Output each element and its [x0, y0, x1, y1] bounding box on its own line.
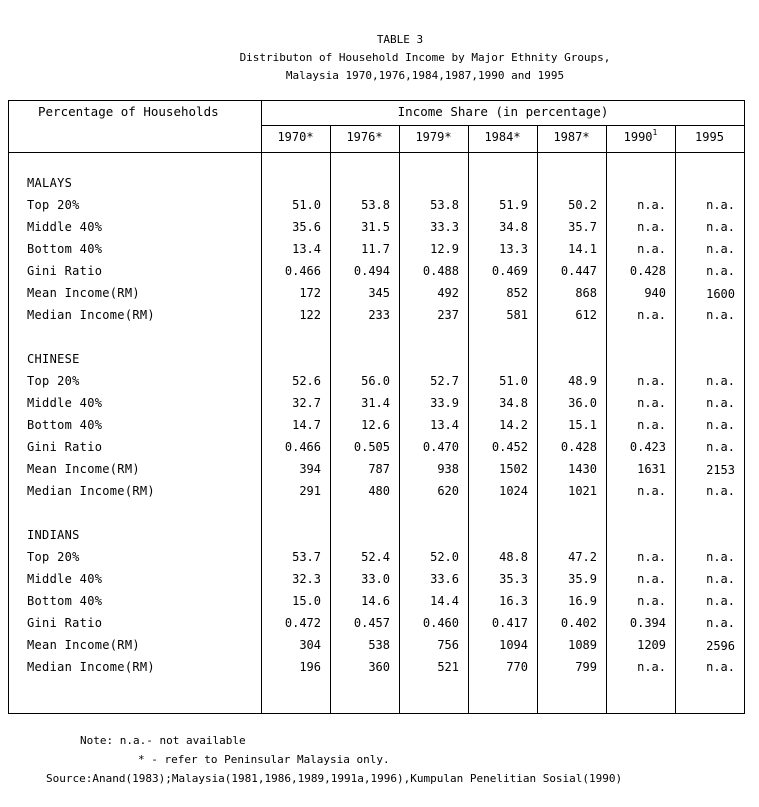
table-cell: 360 — [368, 660, 390, 674]
table-cell: 15.1 — [568, 418, 597, 432]
table-cell: 0.466 — [284, 440, 321, 454]
table-cell: 940 — [644, 286, 666, 300]
row-label: Top 20% — [27, 198, 80, 212]
table-cell: 868 — [575, 286, 597, 300]
table-cell: 1600 — [706, 287, 735, 301]
table-cell: n.a. — [706, 616, 735, 630]
table-cell: n.a. — [706, 198, 735, 212]
table-cell: 1502 — [499, 462, 528, 476]
group-name: CHINESE — [27, 352, 80, 366]
table-cell: 33.9 — [430, 396, 459, 410]
table-cell: 31.5 — [361, 220, 390, 234]
table-cell: 0.402 — [560, 616, 597, 630]
table-cell: 56.0 — [361, 374, 390, 388]
group-header: Income Share (in percentage) — [397, 104, 609, 119]
table-cell: n.a. — [637, 550, 666, 564]
year-label: 1984* — [484, 130, 521, 144]
year-label: 1970* — [277, 130, 314, 144]
table-cell: 31.4 — [361, 396, 390, 410]
table-cell: 13.4 — [430, 418, 459, 432]
table-cell: 35.3 — [499, 572, 528, 586]
table-cell: 0.457 — [353, 616, 390, 630]
row-label: Mean Income(RM) — [27, 462, 140, 476]
header-divider-years — [261, 125, 745, 126]
row-label: Middle 40% — [27, 572, 103, 586]
table-cell: n.a. — [637, 242, 666, 256]
table-cell: 122 — [299, 308, 321, 322]
table-cell: 51.0 — [292, 198, 321, 212]
year-header — [261, 130, 330, 144]
group-name: MALAYS — [27, 176, 73, 190]
year-label: 1976* — [346, 130, 383, 144]
year-header — [537, 130, 606, 144]
table-cell: 538 — [368, 638, 390, 652]
year-header — [468, 130, 537, 144]
table-subtitle: Malaysia 1970,1976,1984,1987,1990 and 1995 — [285, 69, 565, 82]
table-cell: 35.7 — [568, 220, 597, 234]
table-cell: 51.9 — [499, 198, 528, 212]
table-cell: n.a. — [706, 484, 735, 498]
table-cell: n.a. — [706, 374, 735, 388]
table-cell: 2596 — [706, 639, 735, 653]
table-cell: n.a. — [637, 594, 666, 608]
table-cell: 34.8 — [499, 396, 528, 410]
note-na: Note: n.a.- not available — [80, 734, 246, 747]
table-cell: 581 — [506, 308, 528, 322]
table-cell: n.a. — [706, 396, 735, 410]
table-border-bottom — [8, 713, 745, 714]
table-cell: n.a. — [706, 440, 735, 454]
table-cell: 233 — [368, 308, 390, 322]
table-cell: 172 — [299, 286, 321, 300]
table-number: TABLE 3 — [376, 33, 424, 46]
table-cell: 799 — [575, 660, 597, 674]
table-cell: 52.7 — [430, 374, 459, 388]
table-cell: 0.472 — [284, 616, 321, 630]
table-cell: n.a. — [637, 308, 666, 322]
group-name: INDIANS — [27, 528, 80, 542]
table-cell: 304 — [299, 638, 321, 652]
table-cell: 47.2 — [568, 550, 597, 564]
table-cell: 787 — [368, 462, 390, 476]
table-cell: 620 — [437, 484, 459, 498]
table-cell: 480 — [368, 484, 390, 498]
table-cell: n.a. — [706, 308, 735, 322]
table-cell: 14.1 — [568, 242, 597, 256]
table-cell: 11.7 — [361, 242, 390, 256]
table-cell: 492 — [437, 286, 459, 300]
year-header — [606, 130, 675, 144]
table-cell: 14.2 — [499, 418, 528, 432]
note-source: Source:Anand(1983);Malaysia(1981,1986,1989,1991a,1996),Kumpulan Penelitian Sosial(1990) — [46, 772, 623, 785]
table-border-right — [744, 100, 745, 714]
table-cell: n.a. — [637, 572, 666, 586]
table-cell: 33.3 — [430, 220, 459, 234]
table-cell: n.a. — [637, 374, 666, 388]
row-label: Top 20% — [27, 550, 80, 564]
table-cell: 0.394 — [629, 616, 666, 630]
table-cell: 1089 — [568, 638, 597, 652]
table-cell: 52.4 — [361, 550, 390, 564]
table-cell: 15.0 — [292, 594, 321, 608]
table-border-top — [8, 100, 745, 101]
table-cell: 16.9 — [568, 594, 597, 608]
table-cell: 1024 — [499, 484, 528, 498]
row-label: Gini Ratio — [27, 440, 103, 454]
table-cell: 14.4 — [430, 594, 459, 608]
table-border-left — [8, 100, 9, 714]
row-label: Mean Income(RM) — [27, 638, 140, 652]
table-cell: 53.7 — [292, 550, 321, 564]
table-cell: 0.469 — [491, 264, 528, 278]
table-cell: 756 — [437, 638, 459, 652]
table-cell: 0.447 — [560, 264, 597, 278]
table-cell: 12.6 — [361, 418, 390, 432]
year-header — [675, 130, 744, 144]
table-cell: 32.3 — [292, 572, 321, 586]
table-cell: n.a. — [706, 594, 735, 608]
table-cell: 394 — [299, 462, 321, 476]
table-cell: 0.417 — [491, 616, 528, 630]
row-label: Median Income(RM) — [27, 660, 155, 674]
year-label: 1990 — [623, 130, 653, 144]
table-cell: 13.3 — [499, 242, 528, 256]
table-cell: 33.0 — [361, 572, 390, 586]
table-cell: 1430 — [568, 462, 597, 476]
table-cell: 1631 — [637, 462, 666, 476]
table-cell: 34.8 — [499, 220, 528, 234]
table-cell: n.a. — [637, 220, 666, 234]
table-cell: 0.505 — [353, 440, 390, 454]
table-cell: 53.8 — [430, 198, 459, 212]
table-cell: 36.0 — [568, 396, 597, 410]
table-cell: 1021 — [568, 484, 597, 498]
note-asterisk: * - refer to Peninsular Malaysia only. — [138, 753, 390, 766]
table-cell: 938 — [437, 462, 459, 476]
table-cell: 852 — [506, 286, 528, 300]
year-footnote-mark: 1 — [652, 128, 658, 137]
row-label: Middle 40% — [27, 220, 103, 234]
row-label: Median Income(RM) — [27, 308, 155, 322]
table-cell: n.a. — [706, 242, 735, 256]
table-cell: n.a. — [637, 484, 666, 498]
table-cell: n.a. — [706, 660, 735, 674]
table-cell: 35.9 — [568, 572, 597, 586]
table-cell: 1209 — [637, 638, 666, 652]
row-label: Top 20% — [27, 374, 80, 388]
year-header — [399, 130, 468, 144]
table-cell: 14.7 — [292, 418, 321, 432]
table-cell: 32.7 — [292, 396, 321, 410]
table-cell: 48.8 — [499, 550, 528, 564]
table-cell: n.a. — [706, 418, 735, 432]
table-cell: n.a. — [706, 572, 735, 586]
table-cell: 33.6 — [430, 572, 459, 586]
table-cell: 0.428 — [560, 440, 597, 454]
table-cell: 51.0 — [499, 374, 528, 388]
table-cell: 50.2 — [568, 198, 597, 212]
table-cell: n.a. — [637, 418, 666, 432]
table-cell: 0.488 — [422, 264, 459, 278]
row-label: Gini Ratio — [27, 264, 103, 278]
row-header: Percentage of Households — [38, 104, 219, 119]
table-cell: 48.9 — [568, 374, 597, 388]
table-cell: 196 — [299, 660, 321, 674]
table-cell: 291 — [299, 484, 321, 498]
table-cell: 345 — [368, 286, 390, 300]
table-cell: 0.452 — [491, 440, 528, 454]
table-cell: 770 — [506, 660, 528, 674]
table-cell: 2153 — [706, 463, 735, 477]
table-cell: 13.4 — [292, 242, 321, 256]
year-header — [330, 130, 399, 144]
table-cell: 16.3 — [499, 594, 528, 608]
row-label: Middle 40% — [27, 396, 103, 410]
table-cell: 1094 — [499, 638, 528, 652]
table-cell: 0.460 — [422, 616, 459, 630]
table-cell: n.a. — [706, 550, 735, 564]
table-title: Distributon of Household Income by Major Ethnity Groups, — [239, 51, 611, 64]
row-label: Bottom 40% — [27, 594, 103, 608]
table-cell: 52.6 — [292, 374, 321, 388]
table-cell: n.a. — [637, 198, 666, 212]
table-cell: 237 — [437, 308, 459, 322]
table-cell: 521 — [437, 660, 459, 674]
year-label: 1979* — [415, 130, 452, 144]
row-label: Mean Income(RM) — [27, 286, 140, 300]
row-label: Median Income(RM) — [27, 484, 155, 498]
table-cell: n.a. — [706, 220, 735, 234]
table-cell: 0.470 — [422, 440, 459, 454]
table-cell: 0.466 — [284, 264, 321, 278]
table-cell: n.a. — [637, 660, 666, 674]
table-cell: n.a. — [637, 396, 666, 410]
table-cell: 53.8 — [361, 198, 390, 212]
table-cell: 12.9 — [430, 242, 459, 256]
table-cell: 14.6 — [361, 594, 390, 608]
row-label: Bottom 40% — [27, 418, 103, 432]
table-cell: 612 — [575, 308, 597, 322]
table-cell: 0.423 — [629, 440, 666, 454]
table-cell: 0.494 — [353, 264, 390, 278]
header-divider-main — [8, 152, 745, 153]
year-label: 1987* — [553, 130, 590, 144]
table-cell: n.a. — [706, 264, 735, 278]
table-cell: 35.6 — [292, 220, 321, 234]
table-cell: 52.0 — [430, 550, 459, 564]
row-label: Gini Ratio — [27, 616, 103, 630]
year-label: 1995 — [695, 130, 724, 144]
table-cell: 0.428 — [629, 264, 666, 278]
row-label: Bottom 40% — [27, 242, 103, 256]
